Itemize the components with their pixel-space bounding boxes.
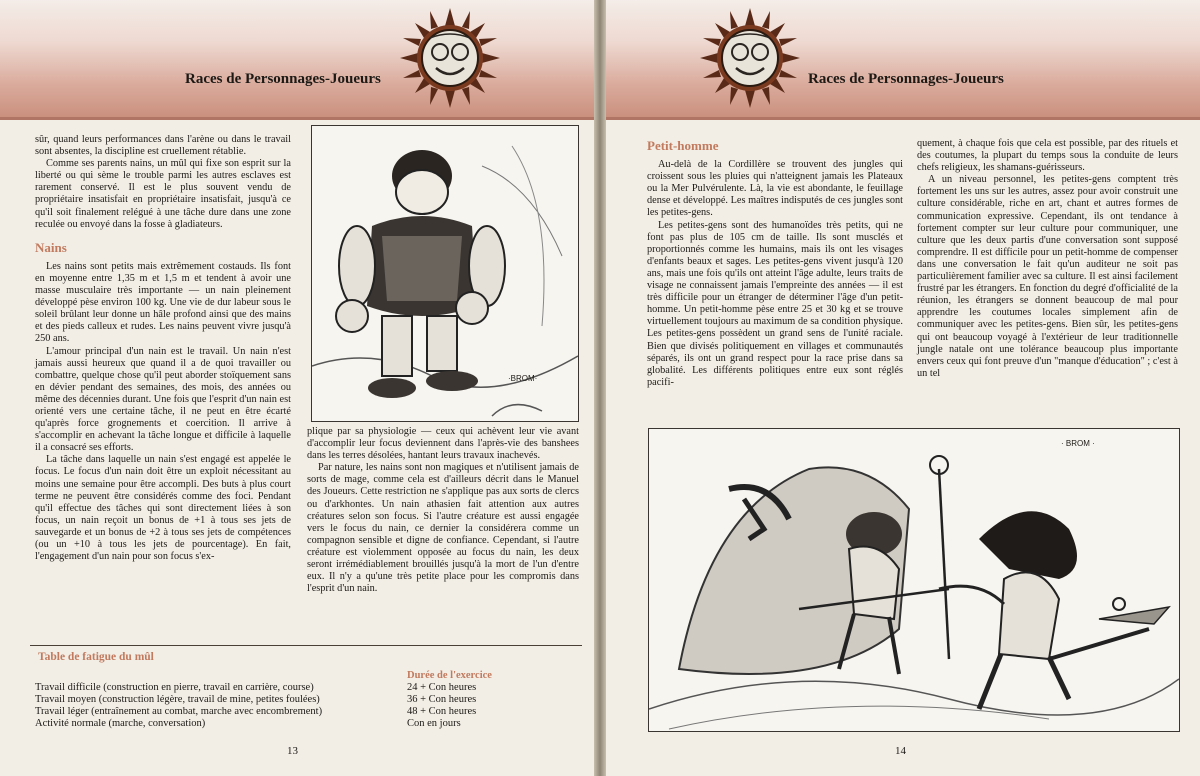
paragraph: Comme ses parents nains, un mûl qui fixe son esprit sur la liberté ou qui sème le trouble parmi les autres esclaves est rarement conservé. Il est le plus souvent vendu de propriétaire insatisfait en propriétaire insatisfait, jusqu'à ce qu'il soit finalement relégué à une tâche dure dans une zone reculée ou envoyé dans la fosse à gladiateurs.	[35, 158, 291, 230]
duration-header: Durée de l'exercice	[407, 670, 492, 681]
paragraph: L'amour principal d'un nain est le travail. Un nain n'est jamais aussi heureux que quand il a de quoi travailler ou combattre, quelque chose qu'il peut aborder stoïquement sans en dévier pendant des semaines, des mois, des années ou même des décennies durant. Une fois que l'esprit d'un nain est orienté vers une certaine tâche, il ne peut en être écarté qu'après force grognements et coercition. Il arrive à s'accomplir en achevant la tâche longue et difficile à laquelle il a consacré ses efforts.	[35, 345, 291, 454]
left-header-band	[0, 0, 600, 120]
table-row	[35, 718, 585, 730]
dwarf-drawing	[312, 126, 578, 421]
paragraph: La tâche dans laquelle un nain s'est engagé est appelée le focus. Le focus d'un nain doit être un exploit nécessitant au moins une semaine pour être accompli. Des buts à plus court terme ne peuvent être considérés comme des foci. Pendant qu'il effectue des tâches qui sont directement liées à son focus, un nain reçoit un bonus de +1 à tous ses jets de sauvegarde et un bonus de +2 à tous ses jets de compétences (ou un +10 à tous les jets de pourcentage). En fait, l'engagement d'un nain pour son focus s'ex-	[35, 454, 291, 563]
activity-cell: Activité normale (marche, conversation)	[35, 718, 206, 729]
illustration-signature: · BROM ·	[1061, 439, 1095, 448]
section-title-nains: Nains	[35, 239, 67, 255]
paragraph: plique par sa physiologie — ceux qui achèvent leur vie avant d'accomplir leur focus deviennent dans l'après-vie des banshees dans les terres désolées, hantant leurs travaux inachevés.	[307, 426, 579, 462]
paragraph: Les nains sont petits mais extrêmement costauds. Ils font en moyenne entre 1,35 m et 1,5 m et tendent à avoir une masse musculaire très importante — un nain pleinement développé pèse environ 100 kg. Une vie de dur labeur sous le soleil brûlant leur donne un hâle profond ainsi que des mains et des pieds calleux et rudes. Les nains peuvent vivre jusqu'à 250 ans.	[35, 260, 291, 345]
duration-cell: Con en jours	[407, 718, 461, 729]
illustration-signature: ·BROM·	[508, 374, 538, 383]
book-gutter	[594, 0, 606, 776]
duration-cell: 24 + Con heures	[407, 682, 477, 693]
right-column-1	[647, 134, 903, 389]
jungle-battle-illustration	[648, 428, 1180, 732]
activity-cell: Travail moyen (construction légère, travail de mine, petites foulées)	[35, 694, 320, 705]
right-header-title: Races de Personnages-Joueurs	[808, 71, 1004, 87]
activity-cell: Travail léger (entraînement au combat, marche avec encombrement)	[35, 706, 323, 717]
paragraph: Par nature, les nains sont non magiques et n'utilisent jamais de sorts de mage, comme cela est d'ailleurs décrit dans le Manuel des Joueurs. Cette restriction ne s'applique pas aux sorts de clercs ou d'arkhontes. Un nain athasien fait attention aux autres créatures selon son focus. Si l'autre créature est aussi engagée vers le focus du nain, ce dernier la considérera comme un compagnon sensible et digne de confiance. Cependant, si l'autre créature est violemment opposée au focus du nain, les deux seront irrémédiablement brouillés jusqu'à la mort de l'un d'entre eux. Il n'y a qu'une très petite place pour les compromis dans l'esprit d'un nain.	[307, 462, 579, 595]
page-number-left: 13	[287, 745, 298, 757]
table-row	[35, 706, 585, 718]
left-column-1	[35, 134, 291, 563]
table-rows	[35, 682, 585, 730]
right-page	[600, 0, 1200, 776]
duration-cell: 48 + Con heures	[407, 706, 477, 717]
section-title-petit-homme: Petit-homme	[647, 138, 719, 153]
fatigue-table	[30, 645, 582, 729]
left-header-title: Races de Personnages-Joueurs	[185, 71, 381, 87]
paragraph: Les petites-gens sont des humanoïdes très petits, qui ne font pas plus de 105 cm de taille. Ils sont musclés et proportionnés comme les humains, mais ils ont les visages d'enfants beaux et sages. Les petites-gens vivent jusqu'à 120 ans, mais une fois qu'ils ont atteint l'âge adulte, leurs traits de visage ne connaissent jamais l'empreinte des années — il est très difficile pour un étranger de déterminer l'âge d'un petit-homme. Un petit-homme pèse entre 25 et 30 kg et se trouve virtuellement toujours au maximum de sa condition physique. Les petites-gens possèdent un grand sens de l'unité raciale. Bien que divisés politiquement en villages et communautés séparés, ils ont un grand respect pour la race prise dans sa globalité. Les différents politiques entre eux sont réglés pacifi-	[647, 219, 903, 388]
table-row	[35, 682, 585, 694]
activity-cell: Travail difficile (construction en pierre, travail en carrière, course)	[35, 682, 314, 693]
paragraph: A un niveau personnel, les petites-gens comptent très fortement les uns sur les autres, assez pour avoir construit une culture considérable, riche en art, chant et autres formes de communication expressive. Cependant, ils ont tendance à fortement compter sur leur culture pour communiquer, une culture que les deux partis d'une conversation sont supposé comprendre. Il est difficile pour un petit-homme de compenser dans une conversation le fait qu'un auditeur ne soit pas particulièrement familier avec sa culture. Il est ainsi facilement frustré par les étrangers. En fonction du degré d'officialité de la réunion, les étrangers se donnent beaucoup de mal pour apprendre les coutumes locales simplement afin de communiquer avec les petites-gens. Bien sûr, les petites-gens qui ont beaucoup voyagé à l'extérieur de leur traditionnelle jungle natale ont une tolérance beaucoup plus importante envers ceux qui font preuve d'un "manque d'éducation" ; c'est à un tel	[917, 174, 1178, 379]
table-row	[35, 694, 585, 706]
page-number-right: 14	[895, 745, 906, 757]
paragraph: quement, à chaque fois que cela est possible, par des rituels et des coutumes, la plupart du temps sous la conduite de leurs chefs religieux, les shamans-guérisseurs.	[917, 138, 1178, 174]
jungle-battle-drawing	[649, 429, 1179, 731]
paragraph: sûr, quand leurs performances dans l'arène ou dans le travail sont absentes, la discipline est cruellement rétablie.	[35, 134, 291, 158]
dwarf-illustration	[311, 125, 579, 422]
right-header-band	[600, 0, 1200, 120]
duration-cell: 36 + Con heures	[407, 694, 477, 705]
left-column-2	[307, 426, 579, 595]
table-title: Table de fatigue du mûl	[38, 651, 154, 663]
sun-emblem-icon	[700, 8, 800, 108]
sun-emblem-icon	[400, 8, 500, 108]
right-column-2	[917, 138, 1178, 380]
paragraph: Au-delà de la Cordillère se trouvent des jungles qui croissent sous les pluies qui n'atteignent jamais les Plateaux ou la Mer Pulvérulente. Là, la vie est abondante, le feuillage dense et développé. Les maîtres indisputés de ces jungles sont les petites-gens.	[647, 159, 903, 219]
